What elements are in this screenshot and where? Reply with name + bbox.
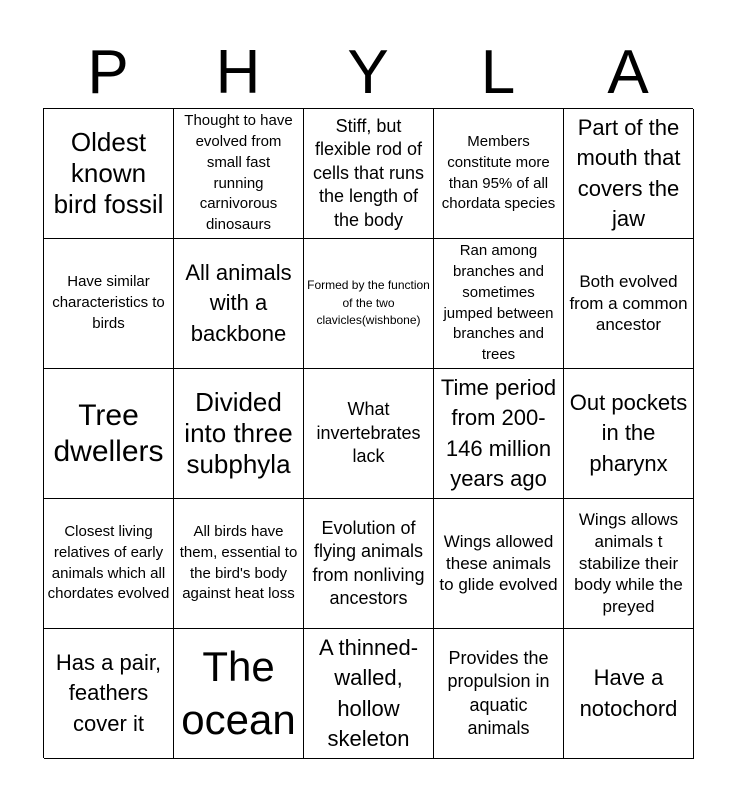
bingo-cell[interactable] [564, 629, 694, 759]
cell-text: Tree dwellers [53, 399, 164, 468]
bingo-grid [43, 108, 693, 758]
bingo-cell[interactable] [174, 239, 304, 369]
cell-text: Evolution of flying animals from nonliving ancestors [312, 517, 425, 608]
title-letter: H [215, 38, 261, 107]
bingo-cell[interactable] [564, 499, 694, 629]
bingo-cell[interactable] [174, 499, 304, 629]
title-letters [43, 40, 693, 106]
cell-text: Oldest known bird fossil [53, 126, 164, 220]
cell-text: Members constitute more than 95% of all chordata species [441, 133, 556, 213]
bingo-cell[interactable] [304, 369, 434, 499]
title-letter: P [87, 38, 129, 107]
cell-text: Divided into three subphyla [184, 386, 293, 480]
cell-text: Time period from 200-146 million years ago [440, 374, 557, 491]
bingo-cell[interactable] [44, 499, 174, 629]
cell-text: Has a pair, feathers cover it [55, 649, 162, 736]
cell-text: Provides the propulsion in aquatic animals [447, 647, 550, 738]
bingo-cell[interactable] [44, 369, 174, 499]
bingo-cell[interactable] [44, 629, 174, 759]
bingo-cell[interactable] [174, 629, 304, 759]
bingo-cell[interactable] [434, 239, 564, 369]
bingo-cell[interactable] [44, 239, 174, 369]
bingo-cell[interactable] [434, 629, 564, 759]
cell-text: Have a notochord [579, 665, 678, 721]
cell-text: Wings allowed these animals to glide evolved [439, 531, 558, 595]
cell-text: Out pockets in the pharynx [569, 389, 688, 476]
bingo-cell[interactable] [564, 239, 694, 369]
cell-text: Have similar characteristics to birds [52, 273, 165, 332]
bingo-cell[interactable] [564, 369, 694, 499]
bingo-cell[interactable] [304, 239, 434, 369]
cell-text: Closest living relatives of early animals which all chordates evolved [47, 523, 170, 603]
title-letter: A [607, 38, 649, 107]
bingo-cell[interactable] [564, 109, 694, 239]
bingo-cell[interactable] [174, 369, 304, 499]
cell-text: Stiff, but flexible rod of cells that runs the length of the body [312, 116, 425, 230]
title-letter: Y [347, 38, 389, 107]
cell-text: All animals with a backbone [185, 259, 292, 346]
bingo-cell[interactable] [434, 499, 564, 629]
cell-text: Ran among branches and sometimes jumped between branches and trees [443, 242, 554, 363]
bingo-cell[interactable] [434, 369, 564, 499]
bingo-cell[interactable] [44, 109, 174, 239]
bingo-cell[interactable] [174, 109, 304, 239]
cell-text: What invertebrates lack [316, 399, 421, 467]
bingo-cell[interactable] [304, 109, 434, 239]
cell-text: A thinned-walled, hollow skeleton [318, 634, 419, 751]
bingo-cell[interactable] [304, 629, 434, 759]
bingo-cell[interactable] [304, 499, 434, 629]
cell-text: Both evolved from a common ancestor [569, 271, 688, 335]
cell-text: All birds have them, essential to the bird's body against heat loss [179, 523, 298, 603]
cell-text: The ocean [181, 642, 296, 743]
cell-text: Formed by the function of the two clavicles(wishbone) [307, 278, 430, 328]
cell-text: Thought to have evolved from small fast running carnivorous dinosaurs [184, 112, 293, 233]
bingo-cell[interactable] [434, 109, 564, 239]
cell-text: Wings allows animals t stabilize their body while the preyed [574, 510, 683, 617]
title-letter: L [480, 38, 516, 107]
cell-text: Part of the mouth that covers the jaw [576, 114, 681, 231]
